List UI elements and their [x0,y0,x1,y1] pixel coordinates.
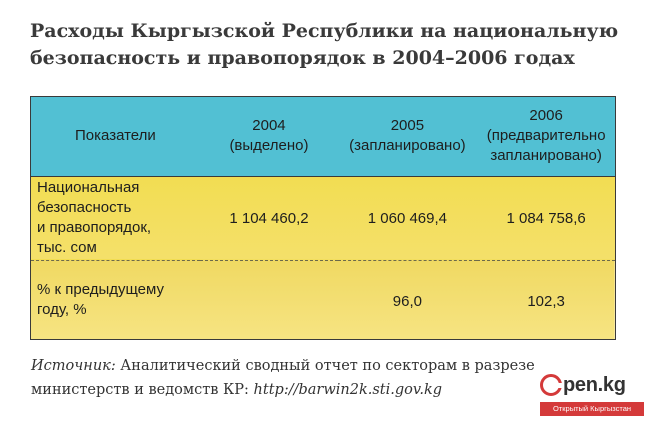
row-label-line: безопасность [37,199,132,216]
value-2006-amount: 1 084 758,6 [506,209,586,227]
header-indicators: Показатели [75,127,156,145]
title-line-1: Расходы Кыргызской Республики на национальную [30,20,619,42]
header-2005-year: 2005 [390,117,425,135]
header-2006-note-2: запланировано) [490,147,602,165]
header-2006-year: 2006 [529,107,563,125]
header-2005-note: (запланировано) [349,137,466,155]
value-2006-percent: 102,3 [527,293,565,311]
table-row [31,176,615,260]
value-2004-percent [200,260,337,339]
value-2005-percent: 96,0 [392,293,422,311]
header-2004 [200,97,337,176]
table-header-row [31,97,615,176]
openkg-watermark [540,372,644,420]
document-title [30,18,620,72]
row-label-line: и правопорядок, [37,219,152,236]
row-label-security [31,176,200,260]
row-label-percent [31,260,200,339]
watermark-subtitle: Открытый Кыргызстан [540,402,644,416]
row-label-line: Национальная [37,179,140,196]
row-label-line: году, % [37,300,87,318]
row-label-line: % к предыдущему [37,280,164,298]
title-line-2: безопасность и правопорядок в 2004–2006 годах [30,47,575,69]
watermark-logo-text: pen.kg [563,373,626,396]
header-2004-note: (выделено) [229,137,309,155]
source-text: Аналитический сводный отчет по секторам в разрезе министерств и ведомств КР: [31,358,535,398]
value-2005-amount: 1 060 469,4 [367,209,448,227]
source-note [31,354,551,402]
header-2004-year: 2004 [252,117,286,135]
table-row [31,260,615,339]
value-2004-amount: 1 104 460,2 [229,209,309,227]
header-2005 [338,97,478,176]
open-o-icon [540,374,562,396]
expenses-table [30,96,616,340]
source-url: http://barwin2k.sti.gov.kg [253,382,443,398]
source-lead: Источник: [31,358,116,374]
watermark-logo [540,372,626,398]
header-2006 [477,97,615,176]
header-2006-note-1: (предварительно [486,127,606,145]
row-label-line: тыс. сом [37,239,97,256]
